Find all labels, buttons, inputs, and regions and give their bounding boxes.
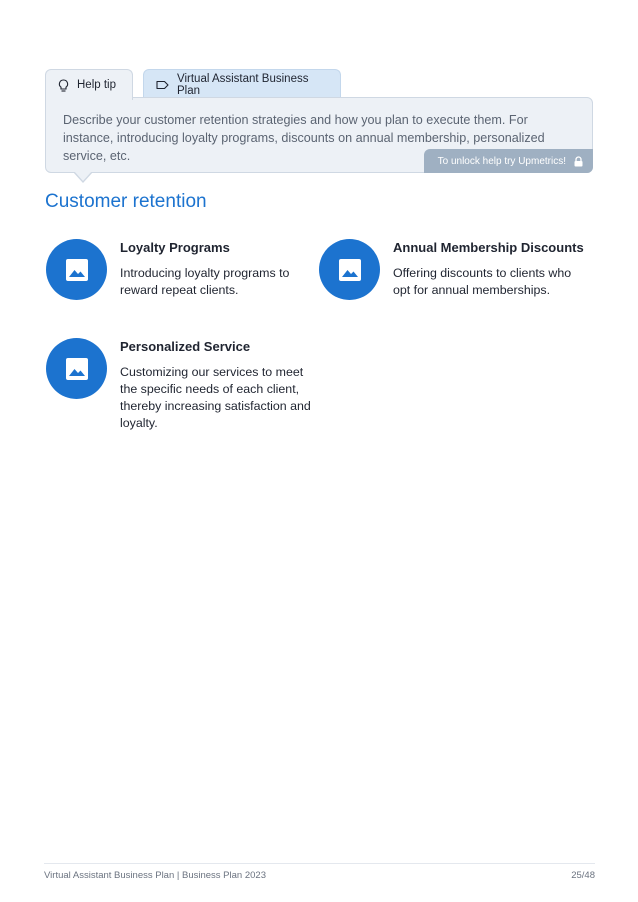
tab-help-label: Help tip xyxy=(77,79,116,91)
help-tip-box xyxy=(45,97,593,173)
help-tabs xyxy=(45,69,341,99)
footer-document-title: Virtual Assistant Business Plan | Business Plan 2023 xyxy=(44,870,266,881)
page-footer xyxy=(44,863,595,881)
lock-icon xyxy=(574,156,583,167)
lightbulb-icon xyxy=(58,79,69,92)
tip-pointer-fill xyxy=(74,171,92,181)
tab-plan-label: Virtual Assistant Business Plan xyxy=(177,72,309,97)
unlock-help-button[interactable] xyxy=(424,149,593,173)
item-title: Personalized Service xyxy=(120,339,251,354)
image-placeholder-icon xyxy=(46,239,107,300)
tag-icon xyxy=(156,80,169,90)
tab-business-plan[interactable] xyxy=(143,69,341,99)
item-text: Customizing our services to meet the specific needs of each client, thereby increasing satisfaction and loyalty. xyxy=(120,365,311,430)
image-placeholder-icon xyxy=(46,338,107,399)
unlock-help-label: To unlock help try Upmetrics! xyxy=(437,155,566,167)
help-tip-text: Describe your customer retention strategies and how you plan to execute them. For instance, introducing loyalty programs, discounts on annual membership, personalized service, etc. xyxy=(63,113,545,163)
tab-help-tip[interactable] xyxy=(45,69,133,100)
item-text: Offering discounts to clients who opt for annual memberships. xyxy=(393,266,572,297)
item-title: Loyalty Programs xyxy=(120,240,230,255)
image-placeholder-icon xyxy=(319,239,380,300)
section-title: Customer retention xyxy=(45,191,207,212)
item-title: Annual Membership Discounts xyxy=(393,240,584,255)
item-text: Introducing loyalty programs to reward repeat clients. xyxy=(120,266,290,297)
page-number: 25/48 xyxy=(571,870,595,881)
